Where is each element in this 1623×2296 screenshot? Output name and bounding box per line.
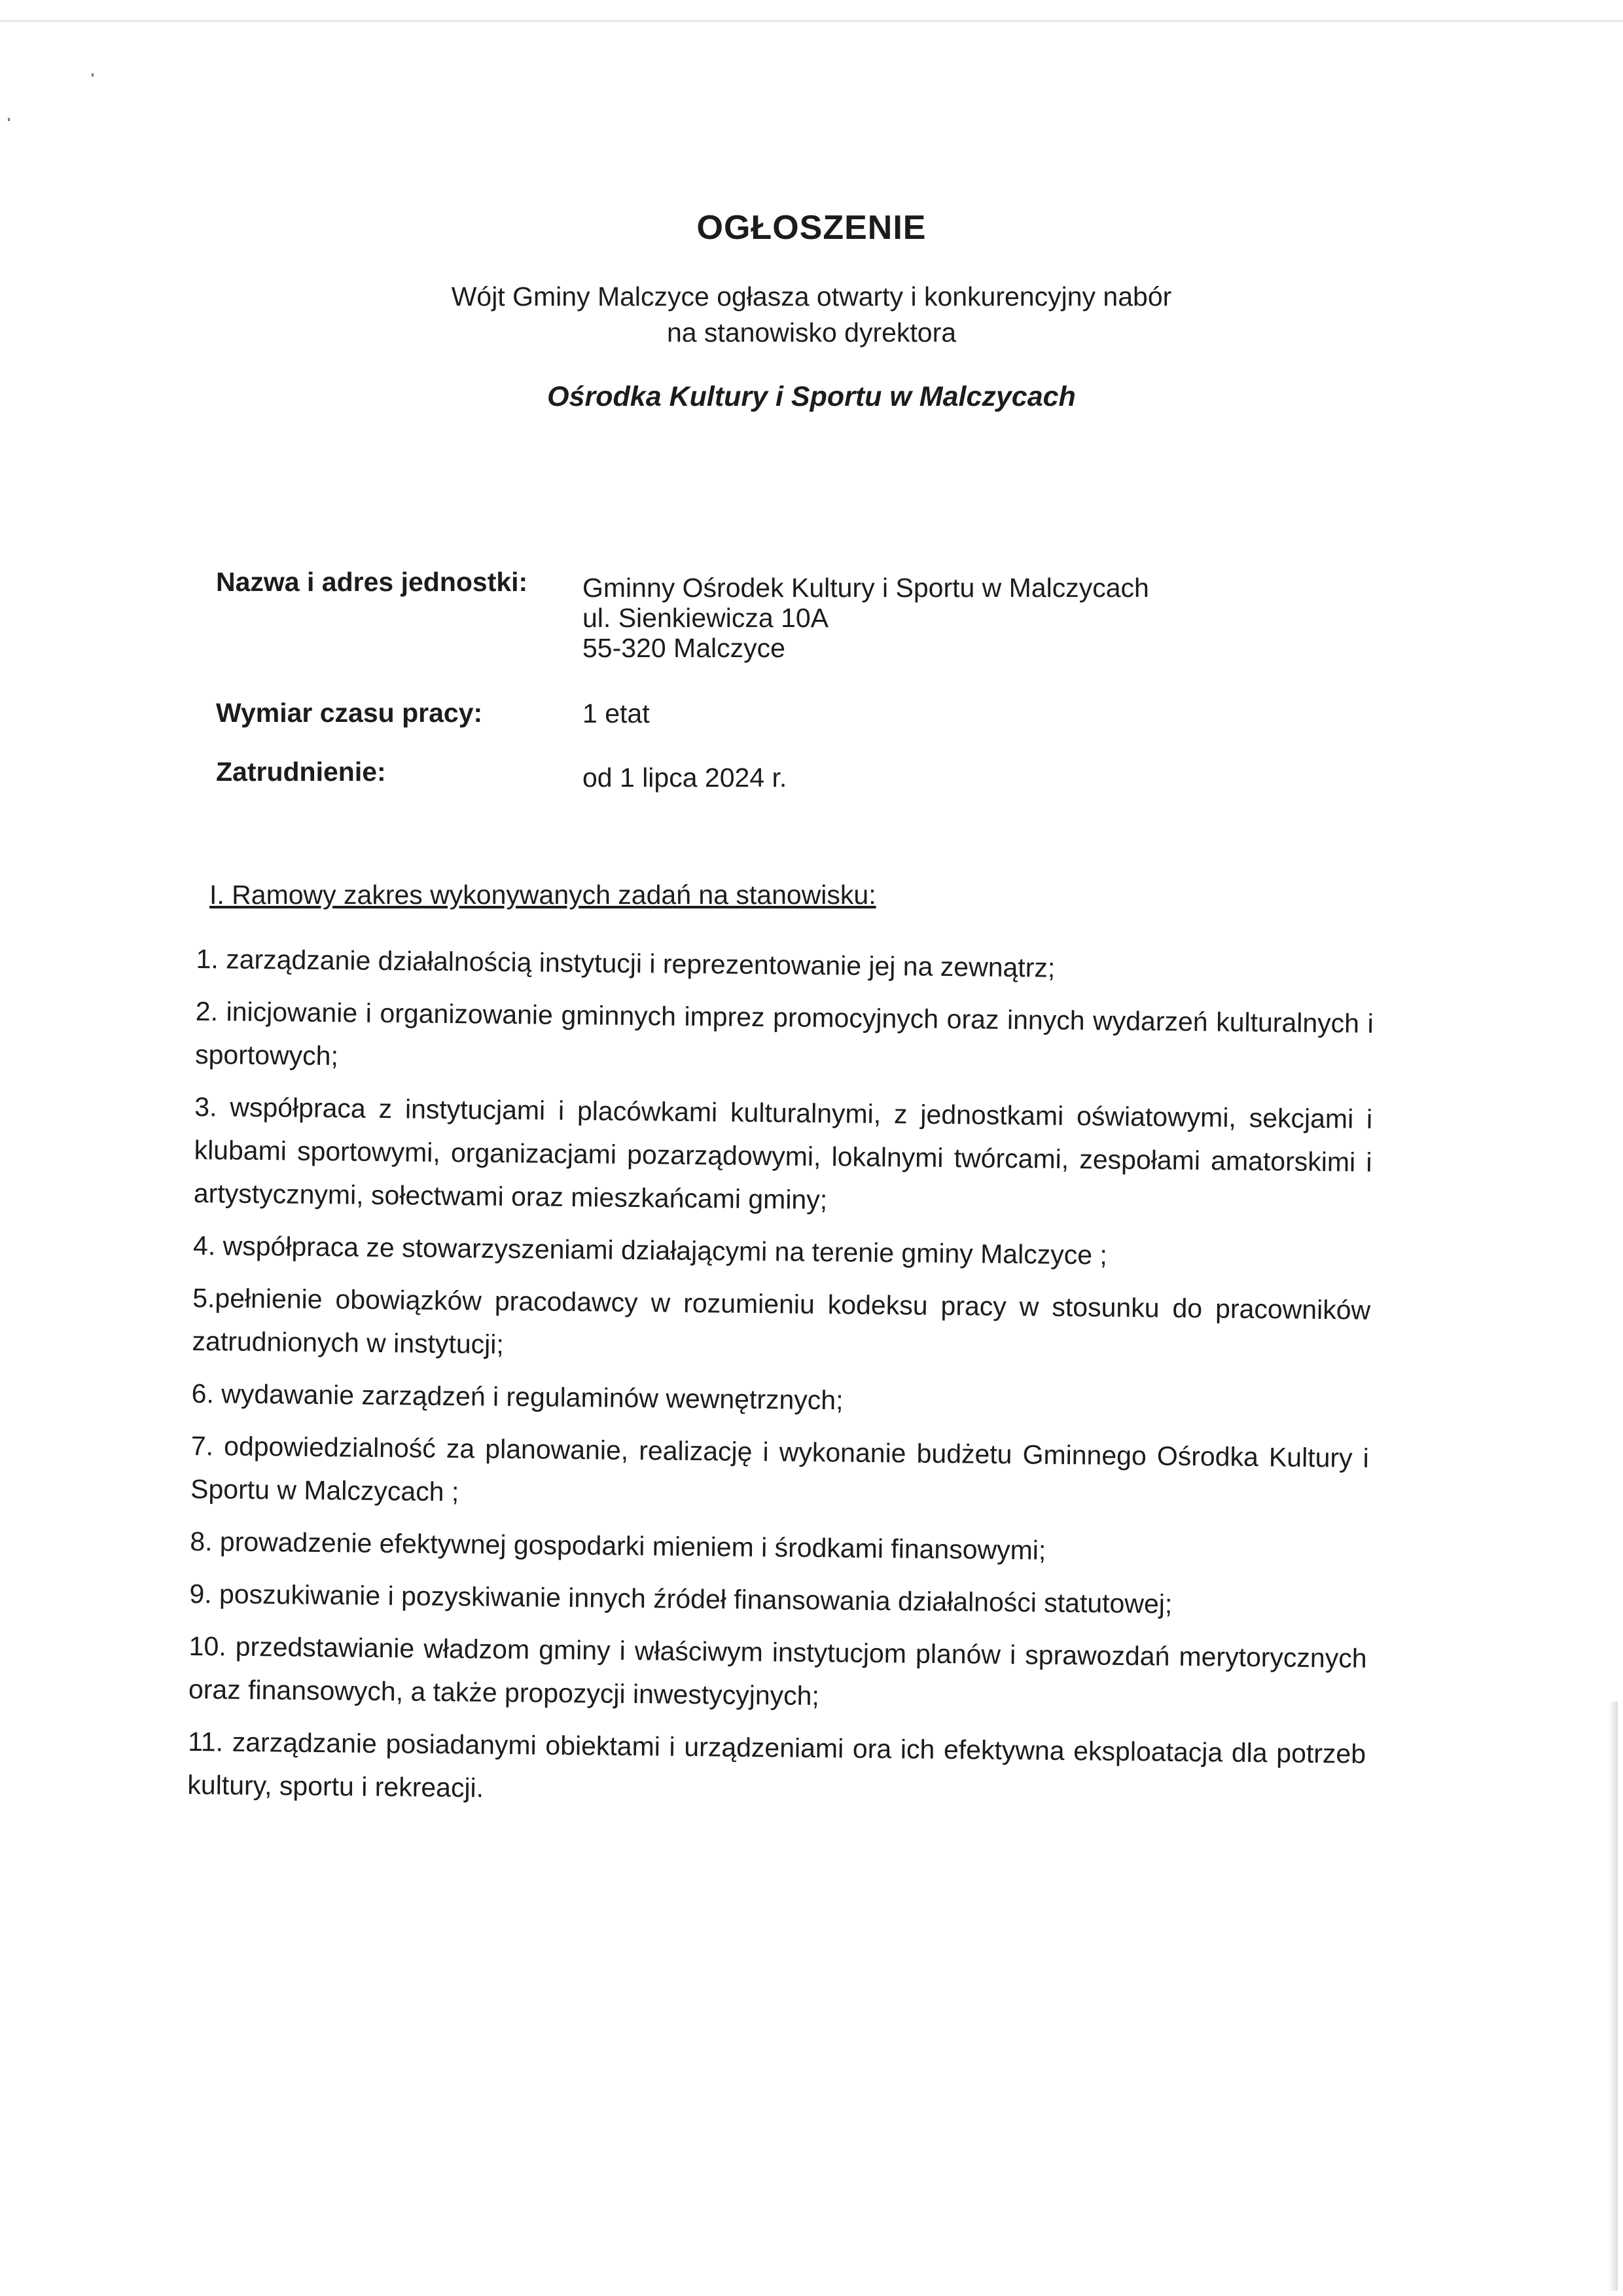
intro-line-1: Wójt Gminy Malczyce ogłasza otwarty i konkurencyjny nabór <box>451 281 1172 312</box>
task-item: 7. odpowiedzialność za planowanie, realizację i wykonanie budżetu Gminnego Ośrodka Kultury i Sportu w Malczycach ; <box>190 1430 1370 1507</box>
task-item: 4. współpraca ze stowarzyszeniami działającymi na terenie gminy Malczyce ; <box>192 1230 1108 1270</box>
scan-edge-line <box>0 20 1623 22</box>
task-item: 10. przedstawianie władzom gminy i właściwym instytucjom planów i sprawozdań merytorycznych oraz finansowych, a także propozycji inwestycyjnych; <box>188 1630 1367 1712</box>
task-item: 5.pełnienie obowiązków pracodawcy w rozumieniu kodeksu pracy w stosunku do pracowników zatrudnionych w instytucji; <box>192 1282 1371 1359</box>
document-title: OGŁOSZENIE <box>696 209 927 247</box>
scan-shadow <box>1609 1702 1618 2291</box>
task-item: 9. poszukiwanie i pozyskiwanie innych źródeł finansowania działalności statutowej; <box>189 1578 1173 1619</box>
task-item: 2. inicjowanie i organizowanie gminnych imprez promocyjnych oraz innych wydarzeń kulturalnych i sportowych; <box>194 996 1374 1071</box>
field-label-working-time: Wymiar czasu pracy: <box>216 698 483 728</box>
task-item: 1. zarządzanie działalnością instytucji i reprezentowanie jej na zewnątrz; <box>196 943 1056 983</box>
scan-speck <box>92 73 94 77</box>
scan-speck <box>8 118 10 121</box>
field-value-name-address: Gminny Ośrodek Kultury i Sportu w Malczycach ul. Sienkiewicza 10A 55-320 Malczyce <box>582 573 1149 663</box>
task-item: 11. zarządzanie posiadanymi obiektami i urządzeniami ora ich efektywna eksploatacja dla potrzeb kultury, sportu i rekreacji. <box>187 1726 1366 1803</box>
task-item: 8. prowadzenie efektywnej gospodarki mieniem i środkami finansowymi; <box>190 1526 1046 1566</box>
section-title: I. Ramowy zakres wykonywanych zadań na stanowisku: <box>209 880 876 910</box>
task-item: 3. współpraca z instytucjami i placówkami kulturalnymi, z jednostkami oświatowymi, sekcjami i klubami sportowymi, organizacjami pozarządowymi, lokalnymi twórcami, zespołami amatorskimi i artystycznymi, sołectwami oraz mieszkańcami gminy; <box>193 1091 1373 1215</box>
field-value-working-time: 1 etat <box>582 698 650 728</box>
task-item: 6. wydawanie zarządzeń i regulaminów wewnętrznych; <box>191 1378 844 1416</box>
field-label-employment: Zatrudnienie: <box>216 757 386 787</box>
field-value-employment: od 1 lipca 2024 r. <box>582 762 787 793</box>
intro-line-2: na stanowisko dyrektora <box>666 317 957 348</box>
task-list <box>187 937 1374 1828</box>
unit-name: Ośrodka Kultury i Sportu w Malczycach <box>547 381 1076 412</box>
field-label-name-address: Nazwa i adres jednostki: <box>216 567 528 597</box>
